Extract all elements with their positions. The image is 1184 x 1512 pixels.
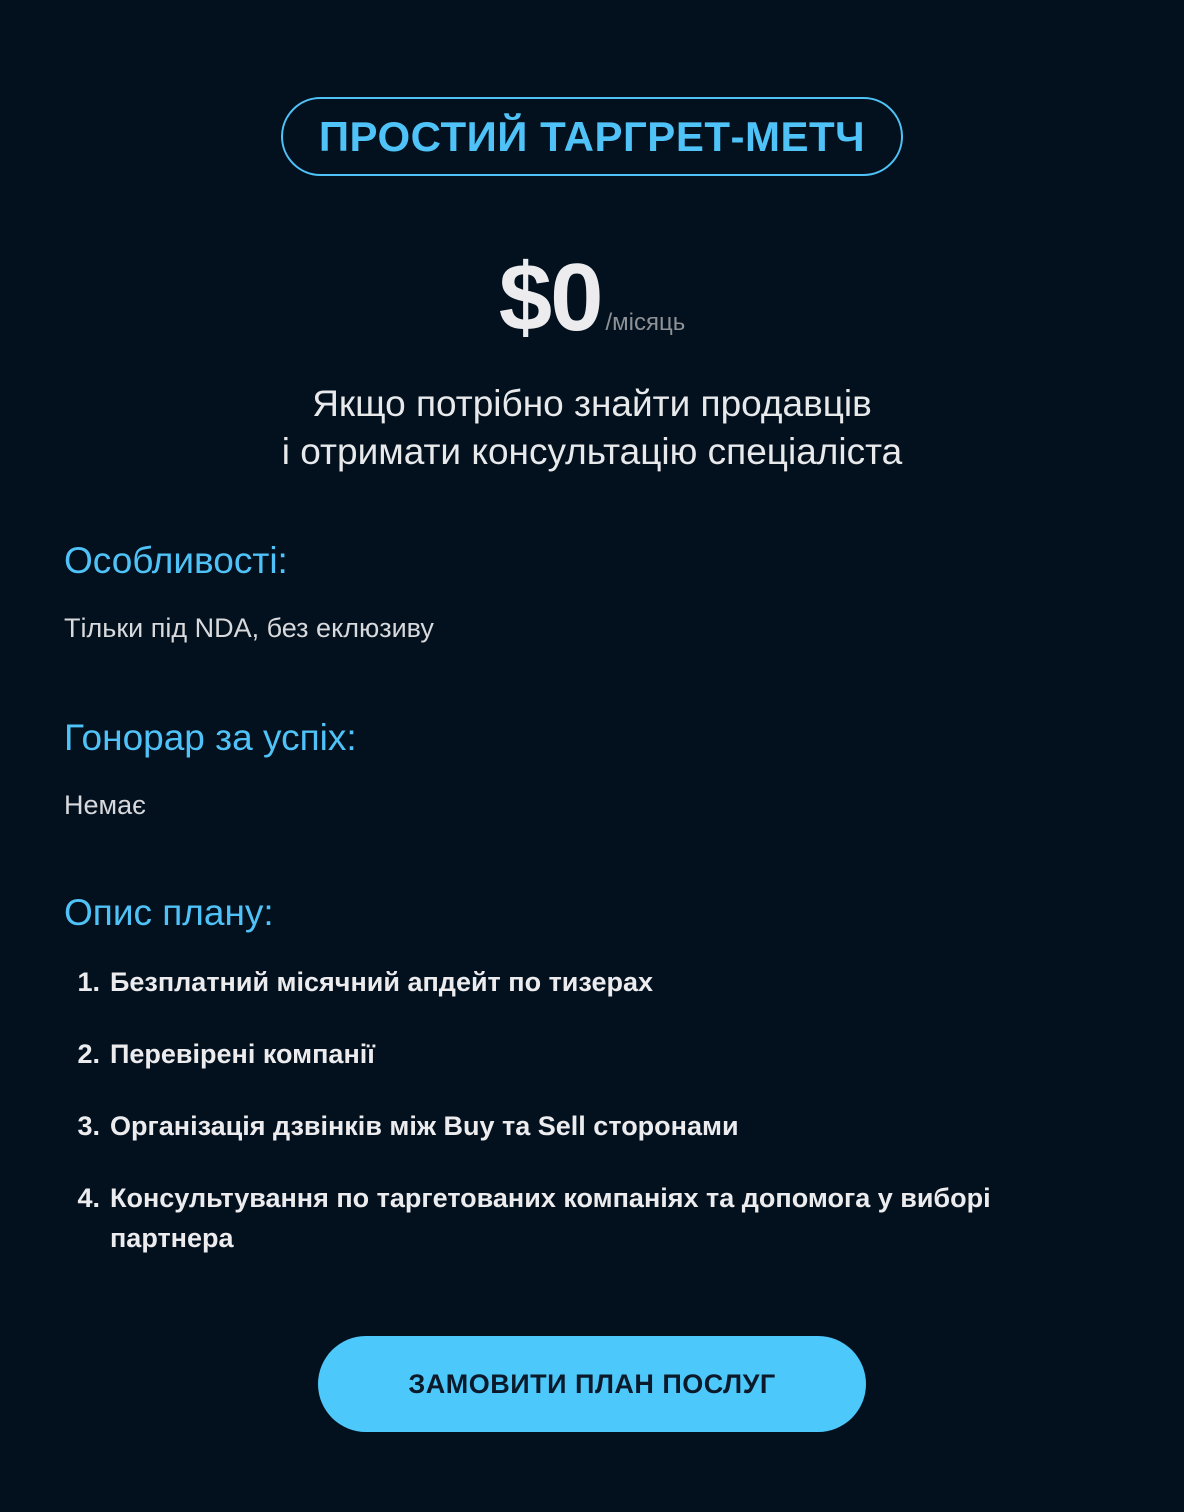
plan-description-list — [64, 962, 1064, 1290]
plan-subtitle — [0, 380, 1184, 476]
list-item — [64, 1034, 1064, 1074]
list-item-number: 4. — [77, 1183, 100, 1213]
plan-name-badge — [281, 97, 903, 176]
success-fee-text: Немає — [64, 790, 146, 820]
features-title: Особливості: — [64, 540, 288, 581]
list-item-text: Безплатний місячний апдейт по тизерах — [110, 967, 654, 997]
list-item — [64, 962, 1064, 1002]
description-title: Опис плану: — [64, 892, 274, 933]
list-item-number: 3. — [77, 1111, 100, 1141]
plan-name: ПРОСТИЙ ТАРГРЕТ-МЕТЧ — [318, 112, 866, 160]
subtitle-line-1: Якщо потрібно знайти продавців — [312, 383, 872, 424]
list-item — [64, 1106, 1064, 1146]
features-text: Тільки під NDA, без еклюзиву — [64, 613, 434, 643]
order-plan-button-label: ЗАМОВИТИ ПЛАН ПОСЛУГ — [408, 1368, 776, 1399]
price-row — [0, 244, 1184, 351]
list-item-text: Перевірені компанії — [110, 1039, 375, 1069]
price-period: /місяць — [605, 309, 686, 336]
subtitle-line-2: і отримати консультацію спеціаліста — [281, 431, 903, 472]
list-item-number: 2. — [77, 1039, 100, 1069]
price-amount: $0 — [498, 244, 602, 351]
list-item — [64, 1178, 1064, 1258]
list-item-text: Консультування по таргетованих компаніях та допомога у виборі партнера — [110, 1183, 991, 1253]
success-fee-title: Гонорар за успіх: — [64, 717, 357, 758]
order-plan-button[interactable] — [318, 1336, 866, 1432]
list-item-text: Організація дзвінків між Buy та Sell сторонами — [110, 1111, 739, 1141]
list-item-number: 1. — [77, 967, 100, 997]
